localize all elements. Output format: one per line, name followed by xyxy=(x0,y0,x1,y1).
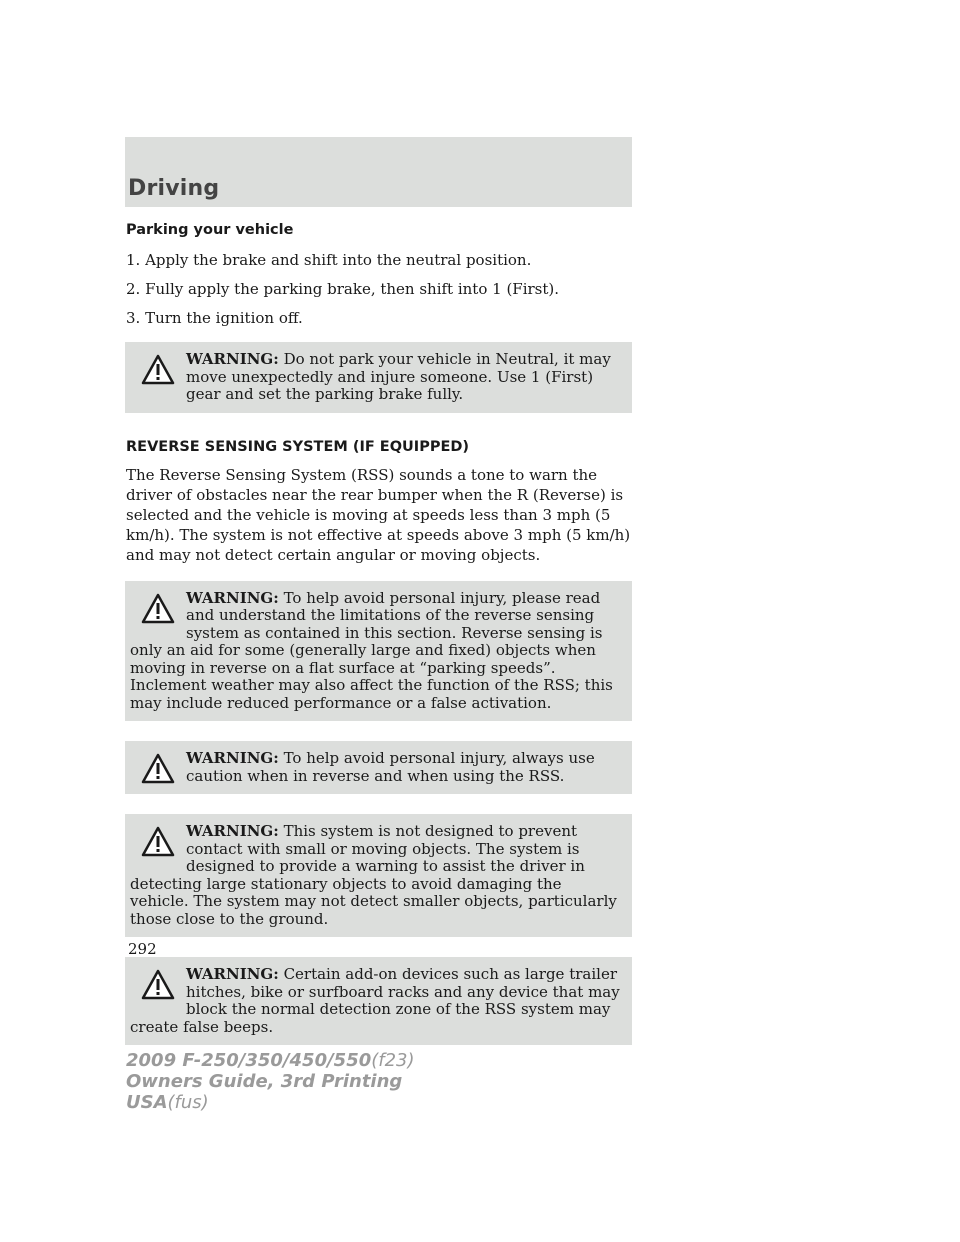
footer-market: USA xyxy=(126,1092,168,1113)
page-number: 292 xyxy=(128,940,157,958)
warning-text: This system is not designed to prevent contact with small or moving objects. The system is designed to provide a warning to assist the driver in detecting large stationary objects to avoid damaging the vehicle. The system may not detect smaller objects, particularly those close to the ground. xyxy=(130,822,617,928)
warning-box-rss-caution xyxy=(125,741,632,794)
warning-text: Do not park your vehicle in Neutral, it may move unexpectedly and injure someone. Use 1 (First) gear and set the parking brake fully. xyxy=(186,350,611,403)
rss-intro: The Reverse Sensing System (RSS) sounds a tone to warn the driver of obstacles near the rear bumper when the R (Reverse) is selected and the vehicle is moving at speeds less than 3 mph (5 km/h). The system is not effective at speeds above 3 mph (5 km/h) and may not detect certain angular or moving objects. xyxy=(126,465,631,564)
warning-triangle-icon xyxy=(140,752,176,786)
warning-triangle-icon xyxy=(140,353,176,387)
footer-line-1 xyxy=(126,1050,415,1071)
warning-triangle-icon xyxy=(140,592,176,626)
footer-line-3 xyxy=(126,1092,415,1113)
warning-triangle-icon xyxy=(140,968,176,1002)
footer-model-code: (f23) xyxy=(371,1050,415,1071)
parking-heading: Parking your vehicle xyxy=(126,222,294,238)
footer-line-2: Owners Guide, 3rd Printing xyxy=(126,1071,403,1092)
warning-label: WARNING: xyxy=(186,965,279,983)
warning-label: WARNING: xyxy=(186,749,279,767)
warning-triangle-icon xyxy=(140,825,176,859)
warning-label: WARNING: xyxy=(186,822,279,840)
warning-box-rss-addons xyxy=(125,957,632,1045)
warning-box-rss-limitations xyxy=(125,581,632,722)
footer-market-code: (fus) xyxy=(167,1092,209,1113)
parking-step-3: 3. Turn the ignition off. xyxy=(126,309,303,327)
footer-model: 2009 F-250/350/450/550 xyxy=(126,1050,372,1071)
warning-text: To help avoid personal injury, always use caution when in reverse and when using the RSS. xyxy=(186,749,595,785)
document-footer xyxy=(126,1050,415,1113)
parking-step-2: 2. Fully apply the parking brake, then shift into 1 (First). xyxy=(126,280,560,298)
warning-box-rss-objects xyxy=(125,814,632,937)
section-title: Driving xyxy=(128,176,220,201)
warning-label: WARNING: xyxy=(186,588,279,607)
page-content xyxy=(126,222,632,1065)
rss-heading: REVERSE SENSING SYSTEM (IF EQUIPPED) xyxy=(126,438,470,455)
warning-box-parking xyxy=(125,342,632,413)
warning-label: WARNING: xyxy=(186,350,279,368)
warning-text: Certain add-on devices such as large trailer hitches, bike or surfboard racks and any device that may block the normal detection zone of the RSS system may create false beeps. xyxy=(130,965,620,1036)
parking-step-1: 1. Apply the brake and shift into the neutral position. xyxy=(126,251,532,269)
warning-text: To help avoid personal injury, please read and understand the limitations of the reverse sensing system as contained in this section. Reverse sensing is only an aid for some (generally large and fixed) objects when moving in reverse on a flat surface at “parking speeds”. Inclement weather may also affect the function of the RSS; this may include reduced performance or a false activation. xyxy=(130,588,613,712)
